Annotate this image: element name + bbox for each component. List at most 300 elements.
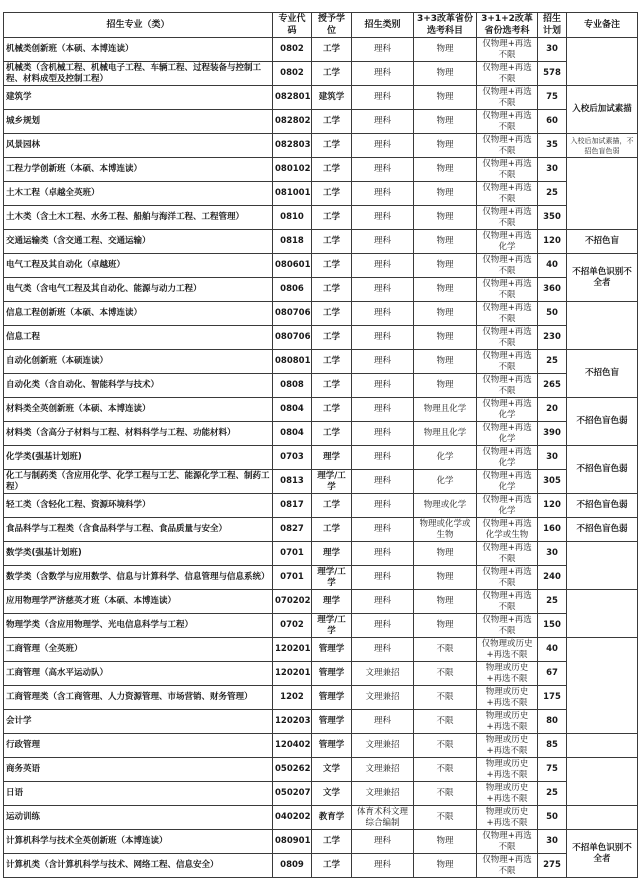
table-body bbox=[4, 38, 638, 878]
subjects-312: 仅物理+再选不限 bbox=[477, 590, 538, 614]
table-row bbox=[4, 254, 638, 278]
major-code: 082803 bbox=[273, 134, 312, 158]
subjects-312: 仅物理+再选不限 bbox=[477, 182, 538, 206]
subjects-33: 物理 bbox=[414, 230, 477, 254]
category: 理科 bbox=[352, 566, 414, 590]
degree: 工学 bbox=[312, 158, 352, 182]
subjects-33: 物理 bbox=[414, 374, 477, 398]
table-row bbox=[4, 158, 638, 182]
degree: 管理学 bbox=[312, 638, 352, 662]
subjects-33: 物理 bbox=[414, 830, 477, 854]
major-code: 120201 bbox=[273, 662, 312, 686]
degree: 理学 bbox=[312, 542, 352, 566]
table-row bbox=[4, 374, 638, 398]
enrollment-plan: 30 bbox=[538, 830, 567, 854]
major-code: 120402 bbox=[273, 734, 312, 758]
subjects-312: 仅物理+再选化学 bbox=[477, 446, 538, 470]
major-code: 0702 bbox=[273, 614, 312, 638]
subjects-312: 仅物理+再选不限 bbox=[477, 350, 538, 374]
subjects-312: 仅物理+再选不限 bbox=[477, 158, 538, 182]
degree: 工学 bbox=[312, 254, 352, 278]
subjects-312: 仅物理+再选化学 bbox=[477, 494, 538, 518]
enrollment-plan: 30 bbox=[538, 158, 567, 182]
category: 文理兼招 bbox=[352, 662, 414, 686]
remark-cell bbox=[567, 638, 638, 734]
enrollment-plan: 230 bbox=[538, 326, 567, 350]
enrollment-plan: 80 bbox=[538, 710, 567, 734]
degree: 工学 bbox=[312, 206, 352, 230]
major-code: 0810 bbox=[273, 206, 312, 230]
subjects-33: 物理 bbox=[414, 182, 477, 206]
remark-cell: 不招色盲 bbox=[567, 350, 638, 398]
subjects-312: 仅物理+再选不限 bbox=[477, 374, 538, 398]
category: 理科 bbox=[352, 206, 414, 230]
subjects-312: 物理或历史+再选不限 bbox=[477, 734, 538, 758]
remark-cell: 不招单色识别不全者 bbox=[567, 830, 638, 878]
degree: 文学 bbox=[312, 782, 352, 806]
subjects-33: 不限 bbox=[414, 782, 477, 806]
table-row bbox=[4, 710, 638, 734]
category: 理科 bbox=[352, 86, 414, 110]
major-name: 工商管理类（含工商管理、人力资源管理、市场营销、财务管理） bbox=[4, 686, 273, 710]
header-subjects-312: 3+1+2改革省份选考科 bbox=[477, 13, 538, 38]
remark-cell bbox=[567, 542, 638, 590]
subjects-33: 物理 bbox=[414, 38, 477, 62]
subjects-33: 物理或化学或生物 bbox=[414, 518, 477, 542]
subjects-33: 物理 bbox=[414, 326, 477, 350]
subjects-33: 不限 bbox=[414, 686, 477, 710]
enrollment-plan: 240 bbox=[538, 566, 567, 590]
subjects-312: 仅物理+再选不限 bbox=[477, 62, 538, 86]
major-code: 040202 bbox=[273, 806, 312, 830]
degree: 工学 bbox=[312, 350, 352, 374]
subjects-33: 不限 bbox=[414, 638, 477, 662]
category: 理科 bbox=[352, 374, 414, 398]
table-row bbox=[4, 350, 638, 374]
subjects-312: 仅物理+再选不限 bbox=[477, 86, 538, 110]
category: 文理兼招 bbox=[352, 686, 414, 710]
remark-cell bbox=[567, 758, 638, 806]
remark-cell: 不招单色识别不全者 bbox=[567, 254, 638, 302]
major-name: 计算机科学与技术全英创新班（本博连读） bbox=[4, 830, 273, 854]
major-name: 食品科学与工程类（含食品科学与工程、食品质量与安全） bbox=[4, 518, 273, 542]
major-name: 材料类全英创新班（本硕、本博连读） bbox=[4, 398, 273, 422]
remark-cell bbox=[567, 302, 638, 350]
major-name: 数学类(强基计划班) bbox=[4, 542, 273, 566]
degree: 工学 bbox=[312, 182, 352, 206]
table-row bbox=[4, 662, 638, 686]
category: 理科 bbox=[352, 494, 414, 518]
enrollment-plan: 40 bbox=[538, 638, 567, 662]
table-row bbox=[4, 134, 638, 158]
category: 理科 bbox=[352, 518, 414, 542]
header-major: 招生专业（类） bbox=[4, 13, 273, 38]
category: 理科 bbox=[352, 158, 414, 182]
subjects-312: 仅物理+再选不限 bbox=[477, 206, 538, 230]
major-name: 电气类（含电气工程及其自动化、能源与动力工程） bbox=[4, 278, 273, 302]
enrollment-plan: 265 bbox=[538, 374, 567, 398]
table-row bbox=[4, 446, 638, 470]
subjects-33: 物理 bbox=[414, 110, 477, 134]
major-name: 工程力学创新班（本硕、本博连读） bbox=[4, 158, 273, 182]
subjects-33: 不限 bbox=[414, 662, 477, 686]
major-code: 0808 bbox=[273, 374, 312, 398]
degree: 理学 bbox=[312, 590, 352, 614]
subjects-33: 物理 bbox=[414, 254, 477, 278]
table-row bbox=[4, 590, 638, 614]
subjects-312: 仅物理+再选不限 bbox=[477, 278, 538, 302]
header-remarks: 专业备注 bbox=[567, 13, 638, 38]
major-name: 自动化创新班（本硕连读） bbox=[4, 350, 273, 374]
table-row bbox=[4, 686, 638, 710]
major-name: 行政管理 bbox=[4, 734, 273, 758]
major-name: 工商管理（高水平运动队） bbox=[4, 662, 273, 686]
major-name: 自动化类（含自动化、智能科学与技术） bbox=[4, 374, 273, 398]
major-code: 0813 bbox=[273, 470, 312, 494]
subjects-312: 仅物理+再选化学 bbox=[477, 398, 538, 422]
table-row bbox=[4, 278, 638, 302]
table-row bbox=[4, 566, 638, 590]
table-row bbox=[4, 638, 638, 662]
subjects-312: 仅物理+再选化学 bbox=[477, 230, 538, 254]
table-row bbox=[4, 302, 638, 326]
category: 理科 bbox=[352, 854, 414, 878]
enrollment-plan: 305 bbox=[538, 470, 567, 494]
subjects-33: 物理 bbox=[414, 590, 477, 614]
subjects-312: 仅物理+再选不限 bbox=[477, 326, 538, 350]
category: 理科 bbox=[352, 710, 414, 734]
remark-cell: 入校后加试素描，不招色盲色弱 bbox=[567, 134, 638, 158]
remark-cell: 入校后加试素描 bbox=[567, 86, 638, 134]
enrollment-plan: 30 bbox=[538, 446, 567, 470]
enrollment-plan: 30 bbox=[538, 38, 567, 62]
subjects-33: 物理 bbox=[414, 566, 477, 590]
enrollment-plan: 50 bbox=[538, 302, 567, 326]
enrollment-plan: 25 bbox=[538, 350, 567, 374]
subjects-312: 仅物理+再选不限 bbox=[477, 542, 538, 566]
major-name: 工商管理（全英班） bbox=[4, 638, 273, 662]
degree: 工学 bbox=[312, 134, 352, 158]
remark-cell: 不招色盲色弱 bbox=[567, 494, 638, 518]
subjects-312: 仅物理+再选不限 bbox=[477, 614, 538, 638]
subjects-33: 不限 bbox=[414, 758, 477, 782]
major-name: 日语 bbox=[4, 782, 273, 806]
subjects-33: 不限 bbox=[414, 734, 477, 758]
category: 文理兼招 bbox=[352, 734, 414, 758]
category: 理科 bbox=[352, 614, 414, 638]
table-row bbox=[4, 38, 638, 62]
header-category: 招生类别 bbox=[352, 13, 414, 38]
enrollment-plan: 25 bbox=[538, 782, 567, 806]
major-code: 1202 bbox=[273, 686, 312, 710]
table-row bbox=[4, 782, 638, 806]
major-name: 数学类（含数学与应用数学、信息与计算科学、信息管理与信息系统） bbox=[4, 566, 273, 590]
major-name: 计算机类（含计算机科学与技术、网络工程、信息安全） bbox=[4, 854, 273, 878]
remark-cell bbox=[567, 734, 638, 758]
degree: 理学/工学 bbox=[312, 470, 352, 494]
major-code: 050262 bbox=[273, 758, 312, 782]
subjects-312: 仅物理+再选化学 bbox=[477, 422, 538, 446]
category: 体育术科文理综合编制 bbox=[352, 806, 414, 830]
degree: 管理学 bbox=[312, 686, 352, 710]
major-name: 机械类创新班（本硕、本博连读） bbox=[4, 38, 273, 62]
enrollment-plan: 150 bbox=[538, 614, 567, 638]
category: 理科 bbox=[352, 302, 414, 326]
major-code: 080801 bbox=[273, 350, 312, 374]
subjects-312: 仅物理+再选不限 bbox=[477, 134, 538, 158]
enrollment-plan: 50 bbox=[538, 806, 567, 830]
enrollment-plan: 75 bbox=[538, 758, 567, 782]
major-code: 080601 bbox=[273, 254, 312, 278]
remark-cell: 不招色盲色弱 bbox=[567, 446, 638, 494]
subjects-312: 仅物理+再选不限 bbox=[477, 830, 538, 854]
major-code: 0804 bbox=[273, 422, 312, 446]
enrollment-plan: 390 bbox=[538, 422, 567, 446]
major-name: 建筑学 bbox=[4, 86, 273, 110]
enrollment-plan: 578 bbox=[538, 62, 567, 86]
major-name: 会计学 bbox=[4, 710, 273, 734]
category: 理科 bbox=[352, 542, 414, 566]
subjects-312: 物理或历史+再选不限 bbox=[477, 710, 538, 734]
subjects-312: 仅物理+再选化学 bbox=[477, 470, 538, 494]
major-name: 土木类（含土木工程、水务工程、船舶与海洋工程、工程管理） bbox=[4, 206, 273, 230]
major-code: 080102 bbox=[273, 158, 312, 182]
header-plan: 招生计划 bbox=[538, 13, 567, 38]
major-name: 城乡规划 bbox=[4, 110, 273, 134]
major-name: 材料类（含高分子材料与工程、材料科学与工程、功能材料） bbox=[4, 422, 273, 446]
table-row bbox=[4, 734, 638, 758]
remark-cell bbox=[567, 806, 638, 830]
subjects-33: 物理 bbox=[414, 302, 477, 326]
subjects-312: 仅物理或历史+再选不限 bbox=[477, 638, 538, 662]
table-row bbox=[4, 62, 638, 86]
enrollment-plan: 25 bbox=[538, 590, 567, 614]
table-row bbox=[4, 86, 638, 110]
degree: 管理学 bbox=[312, 710, 352, 734]
major-code: 080706 bbox=[273, 302, 312, 326]
degree: 文学 bbox=[312, 758, 352, 782]
major-code: 0701 bbox=[273, 566, 312, 590]
header-subjects-33: 3+3改革省份选考科目 bbox=[414, 13, 477, 38]
subjects-312: 物理或历史+再选不限 bbox=[477, 686, 538, 710]
major-name: 化工与制药类（含应用化学、化学工程与工艺、能源化学工程、制药工程） bbox=[4, 470, 273, 494]
enrollment-plan: 360 bbox=[538, 278, 567, 302]
degree: 管理学 bbox=[312, 734, 352, 758]
enrollment-plan: 60 bbox=[538, 110, 567, 134]
category: 理科 bbox=[352, 638, 414, 662]
major-code: 0809 bbox=[273, 854, 312, 878]
subjects-33: 化学 bbox=[414, 446, 477, 470]
major-name: 交通运输类（含交通工程、交通运输） bbox=[4, 230, 273, 254]
subjects-312: 物理或历史+再选不限 bbox=[477, 662, 538, 686]
major-name: 运动训练 bbox=[4, 806, 273, 830]
major-code: 080901 bbox=[273, 830, 312, 854]
degree: 工学 bbox=[312, 494, 352, 518]
header-degree: 授予学位 bbox=[312, 13, 352, 38]
major-name: 电气工程及其自动化（卓越班） bbox=[4, 254, 273, 278]
major-name: 信息工程 bbox=[4, 326, 273, 350]
header-row bbox=[4, 13, 638, 38]
subjects-33: 物理且化学 bbox=[414, 398, 477, 422]
subjects-33: 物理或化学 bbox=[414, 494, 477, 518]
major-code: 070202 bbox=[273, 590, 312, 614]
major-name: 商务英语 bbox=[4, 758, 273, 782]
table-row bbox=[4, 206, 638, 230]
table-row bbox=[4, 182, 638, 206]
subjects-33: 物理 bbox=[414, 542, 477, 566]
degree: 工学 bbox=[312, 854, 352, 878]
table-row bbox=[4, 230, 638, 254]
major-code: 050207 bbox=[273, 782, 312, 806]
degree: 工学 bbox=[312, 302, 352, 326]
major-code: 0818 bbox=[273, 230, 312, 254]
category: 理科 bbox=[352, 38, 414, 62]
subjects-33: 物理 bbox=[414, 206, 477, 230]
degree: 教育学 bbox=[312, 806, 352, 830]
major-code: 120201 bbox=[273, 638, 312, 662]
table-row bbox=[4, 614, 638, 638]
degree: 工学 bbox=[312, 398, 352, 422]
major-code: 120203 bbox=[273, 710, 312, 734]
subjects-312: 仅物理+再选不限 bbox=[477, 254, 538, 278]
table-row bbox=[4, 470, 638, 494]
subjects-312: 仅物理+再选不限 bbox=[477, 854, 538, 878]
category: 理科 bbox=[352, 398, 414, 422]
major-name: 风景园林 bbox=[4, 134, 273, 158]
subjects-33: 物理 bbox=[414, 86, 477, 110]
category: 理科 bbox=[352, 254, 414, 278]
table-row bbox=[4, 326, 638, 350]
category: 理科 bbox=[352, 134, 414, 158]
subjects-33: 物理 bbox=[414, 134, 477, 158]
major-code: 0804 bbox=[273, 398, 312, 422]
category: 文理兼招 bbox=[352, 758, 414, 782]
major-code: 0802 bbox=[273, 38, 312, 62]
enrollment-plan: 30 bbox=[538, 542, 567, 566]
major-code: 0817 bbox=[273, 494, 312, 518]
subjects-33: 物理 bbox=[414, 278, 477, 302]
category: 理科 bbox=[352, 830, 414, 854]
degree: 工学 bbox=[312, 518, 352, 542]
subjects-33: 物理 bbox=[414, 854, 477, 878]
major-code: 0806 bbox=[273, 278, 312, 302]
table-row bbox=[4, 494, 638, 518]
degree: 工学 bbox=[312, 110, 352, 134]
remark-cell: 不招色盲色弱 bbox=[567, 398, 638, 446]
major-name: 化学类(强基计划班) bbox=[4, 446, 273, 470]
major-name: 机械类（含机械工程、机械电子工程、车辆工程、过程装备与控制工程、材料成型及控制工程） bbox=[4, 62, 273, 86]
major-code: 0827 bbox=[273, 518, 312, 542]
subjects-33: 物理 bbox=[414, 350, 477, 374]
degree: 工学 bbox=[312, 38, 352, 62]
enrollment-plan: 275 bbox=[538, 854, 567, 878]
enrollment-plan: 120 bbox=[538, 494, 567, 518]
major-name: 轻工类（含轻化工程、资源环境科学） bbox=[4, 494, 273, 518]
category: 理科 bbox=[352, 446, 414, 470]
subjects-312: 物理或历史+再选不限 bbox=[477, 758, 538, 782]
category: 理科 bbox=[352, 230, 414, 254]
major-name: 应用物理学严济慈英才班（本硕、本博连读） bbox=[4, 590, 273, 614]
enrollment-plan: 20 bbox=[538, 398, 567, 422]
degree: 理学/工学 bbox=[312, 614, 352, 638]
table-row bbox=[4, 518, 638, 542]
major-code: 0703 bbox=[273, 446, 312, 470]
major-code: 082801 bbox=[273, 86, 312, 110]
admissions-table bbox=[3, 12, 638, 878]
enrollment-plan: 350 bbox=[538, 206, 567, 230]
remark-cell: 不招色盲色弱 bbox=[567, 518, 638, 542]
table-row bbox=[4, 806, 638, 830]
table-row bbox=[4, 422, 638, 446]
enrollment-plan: 175 bbox=[538, 686, 567, 710]
subjects-33: 物理 bbox=[414, 614, 477, 638]
degree: 工学 bbox=[312, 422, 352, 446]
major-code: 082802 bbox=[273, 110, 312, 134]
table-row bbox=[4, 110, 638, 134]
table-row bbox=[4, 398, 638, 422]
table-row bbox=[4, 854, 638, 878]
subjects-312: 物理或历史+再选不限 bbox=[477, 782, 538, 806]
subjects-312: 物理或历史+再选不限 bbox=[477, 806, 538, 830]
category: 理科 bbox=[352, 422, 414, 446]
category: 理科 bbox=[352, 326, 414, 350]
remark-cell bbox=[567, 38, 638, 86]
remark-cell bbox=[567, 590, 638, 638]
subjects-312: 仅物理+再选不限 bbox=[477, 110, 538, 134]
subjects-312: 仅物理+再选不限 bbox=[477, 302, 538, 326]
degree: 理学 bbox=[312, 446, 352, 470]
subjects-33: 不限 bbox=[414, 806, 477, 830]
degree: 工学 bbox=[312, 62, 352, 86]
subjects-312: 仅物理+再选化学或生物 bbox=[477, 518, 538, 542]
category: 理科 bbox=[352, 350, 414, 374]
subjects-312: 仅物理+再选不限 bbox=[477, 38, 538, 62]
category: 理科 bbox=[352, 470, 414, 494]
enrollment-plan: 40 bbox=[538, 254, 567, 278]
degree: 工学 bbox=[312, 830, 352, 854]
subjects-33: 物理 bbox=[414, 158, 477, 182]
major-name: 信息工程创新班（本硕、本博连读） bbox=[4, 302, 273, 326]
category: 文理兼招 bbox=[352, 782, 414, 806]
category: 理科 bbox=[352, 62, 414, 86]
category: 理科 bbox=[352, 182, 414, 206]
degree: 工学 bbox=[312, 374, 352, 398]
subjects-33: 化学 bbox=[414, 470, 477, 494]
category: 理科 bbox=[352, 278, 414, 302]
major-code: 081001 bbox=[273, 182, 312, 206]
major-name: 物理学类（含应用物理学、光电信息科学与工程） bbox=[4, 614, 273, 638]
degree: 建筑学 bbox=[312, 86, 352, 110]
subjects-33: 不限 bbox=[414, 710, 477, 734]
table-row bbox=[4, 758, 638, 782]
enrollment-plan: 75 bbox=[538, 86, 567, 110]
degree: 理学/工学 bbox=[312, 566, 352, 590]
category: 理科 bbox=[352, 110, 414, 134]
degree: 工学 bbox=[312, 278, 352, 302]
remark-cell bbox=[567, 158, 638, 230]
table-row bbox=[4, 542, 638, 566]
enrollment-plan: 25 bbox=[538, 182, 567, 206]
enrollment-plan: 160 bbox=[538, 518, 567, 542]
degree: 管理学 bbox=[312, 662, 352, 686]
major-code: 0701 bbox=[273, 542, 312, 566]
subjects-33: 物理且化学 bbox=[414, 422, 477, 446]
major-name: 土木工程（卓越全英班） bbox=[4, 182, 273, 206]
enrollment-plan: 120 bbox=[538, 230, 567, 254]
enrollment-plan: 85 bbox=[538, 734, 567, 758]
major-code: 080706 bbox=[273, 326, 312, 350]
degree: 工学 bbox=[312, 326, 352, 350]
